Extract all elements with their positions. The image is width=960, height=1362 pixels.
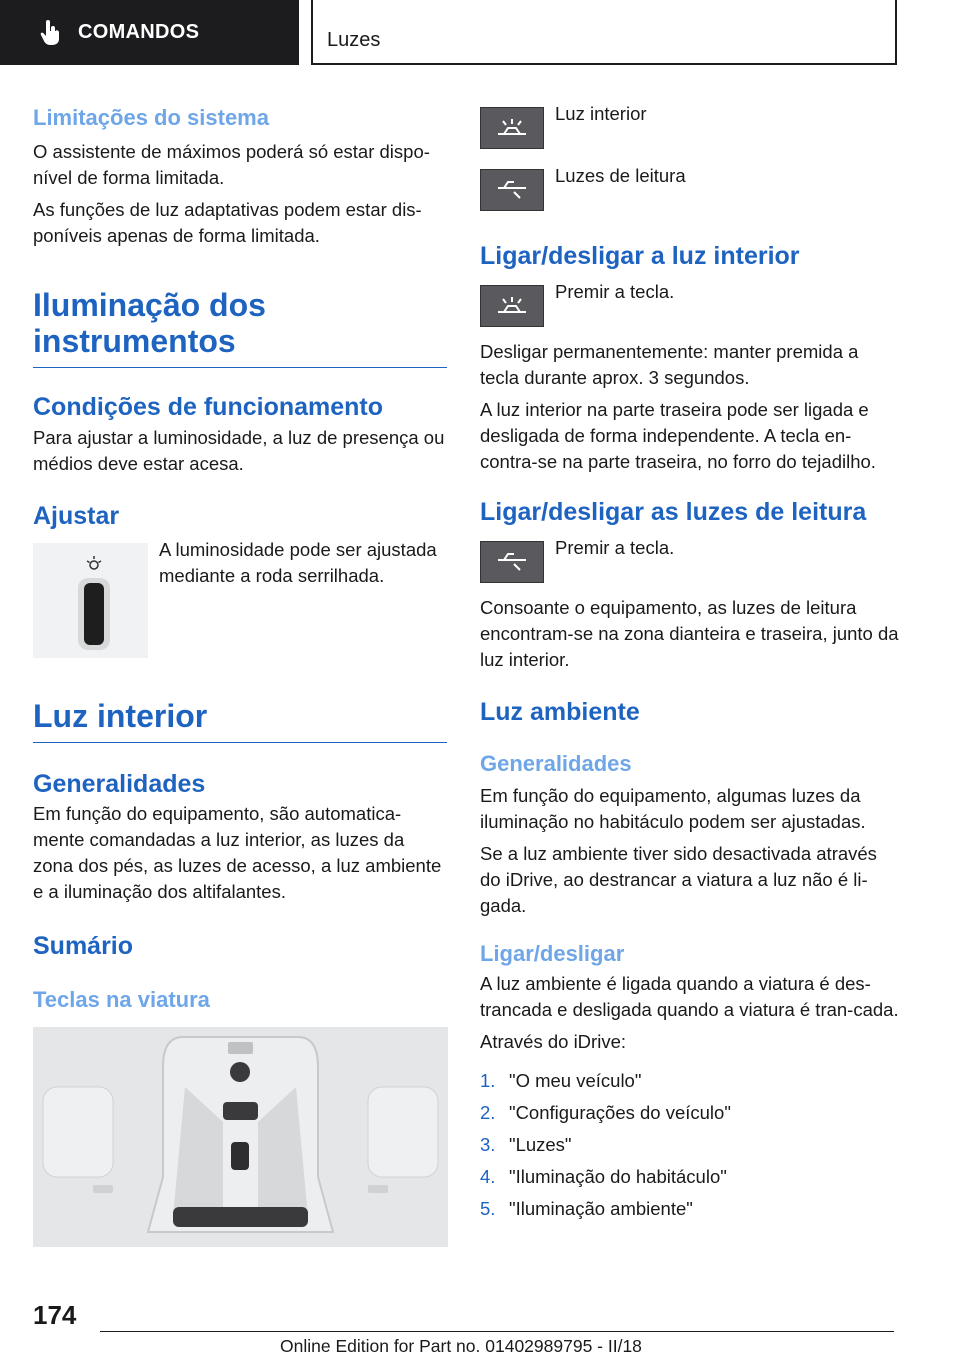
reading-light-icon [480,169,544,211]
edition-footer: Online Edition for Part no. 01402989795 - II/18 [280,1336,642,1356]
section-tab [0,0,299,65]
left-column [33,100,447,1247]
interior-light-icon [480,107,544,149]
onoff-interior-press: Premir a tecla. [555,281,675,302]
adjust-heading: Ajustar [33,502,120,530]
interior-light-key-symbol [492,294,532,318]
right-column [480,103,900,1225]
list-item: 1. "O meu veículo" [480,1070,642,1091]
footer-rule [100,1331,894,1332]
chapter-tab [311,0,897,65]
thumbwheel-image [33,543,148,658]
limitations-text-1: O assistente de máximos poderá só estar dispo-nível de forma limitada. [33,141,430,188]
onoff-interior-heading: Ligar/desligar a luz interior [480,242,800,270]
ambient-onoff-text: A luz ambiente é ligada quando a viatura é des-trancada e desligada quando a viatura é tran-cada. [480,973,899,1020]
reading-light-symbol [492,178,532,202]
key-label-interior: Luz interior [555,103,647,124]
onoff-reading-row [480,537,900,583]
instruments-heading: Iluminação dos instrumentos [33,287,447,368]
key-label-reading: Luzes de leitura [555,165,686,186]
onoff-reading-heading: Ligar/desligar as luzes de leitura [480,498,867,526]
key-row-reading [480,165,900,211]
list-item: 3. "Luzes" [480,1134,572,1155]
thumbwheel [84,583,104,645]
limitations-heading: Limitações do sistema [33,105,269,130]
general-heading: Generalidades [33,770,206,798]
page-number: 174 [33,1300,77,1330]
idrive-steps [480,1065,900,1225]
ambient-heading: Luz ambiente [480,698,640,726]
summary-heading: Sumário [33,932,134,960]
adjust-text: A luminosidade pode ser ajustada mediante a roda serrilhada. [159,539,437,586]
ambient-general-text-1: Em função do equipamento, algumas luzes da iluminação no habitáculo podem ser ajustadas. [480,785,866,832]
list-item: 2. "Configurações do veículo" [480,1102,731,1123]
conditions-text: Para ajustar a luminosidade, a luz de presença ou médios deve estar acesa. [33,427,445,474]
onoff-reading-text: Consoante o equipamento, as luzes de leitura encontram-se na zona dianteira e traseira, junto da luz interior. [480,597,899,670]
ambient-general-heading: Generalidades [480,751,632,776]
limitations-text-2: As funções de luz adaptativas podem estar dis-poníveis apenas de forma limitada. [33,199,422,246]
conditions-heading: Condições de funcionamento [33,393,384,421]
chapter-title: Luzes [327,29,381,51]
reading-light-key-icon [480,541,544,583]
roof-console-drawing [33,1027,448,1247]
adjust-row [33,539,447,658]
interior-light-key-icon [480,285,544,327]
interior-light-heading: Luz interior [33,698,447,743]
ambient-general-text-2: Se a luz ambiente tiver sido desactivada através do iDrive, ao destrancar a viatura a luz não é li-gada. [480,843,877,916]
keys-heading: Teclas na viatura [33,987,210,1012]
ambient-onoff-heading: Ligar/desligar [480,941,625,966]
onoff-interior-text-1: Desligar permanentemente: manter premida a tecla durante aprox. 3 segundos. [480,341,859,388]
hand-pointer-icon [40,20,60,46]
reading-light-key-symbol [492,550,532,574]
onoff-reading-press: Premir a tecla. [555,537,675,558]
brightness-icon [84,553,104,573]
interior-light-symbol [492,116,532,140]
onoff-interior-row [480,281,900,327]
list-item: 5. "Iluminação ambiente" [480,1198,693,1219]
via-idrive-text: Através do iDrive: [480,1031,626,1052]
roof-console-image [33,1027,448,1247]
general-text: Em função do equipamento, são automatica-mente comandadas a luz interior, as luzes da zona dos pés, as luzes de acesso, a luz ambiente e a iluminação dos altifalantes. [33,803,442,902]
key-row-interior [480,103,900,149]
section-title: COMANDOS [78,21,200,43]
list-item: 4. "Iluminação do habitáculo" [480,1166,727,1187]
onoff-interior-text-2: A luz interior na parte traseira pode ser ligada e desligada de forma independente. A tecla en-contra-se na parte traseira, no forro do tejadilho. [480,399,876,472]
